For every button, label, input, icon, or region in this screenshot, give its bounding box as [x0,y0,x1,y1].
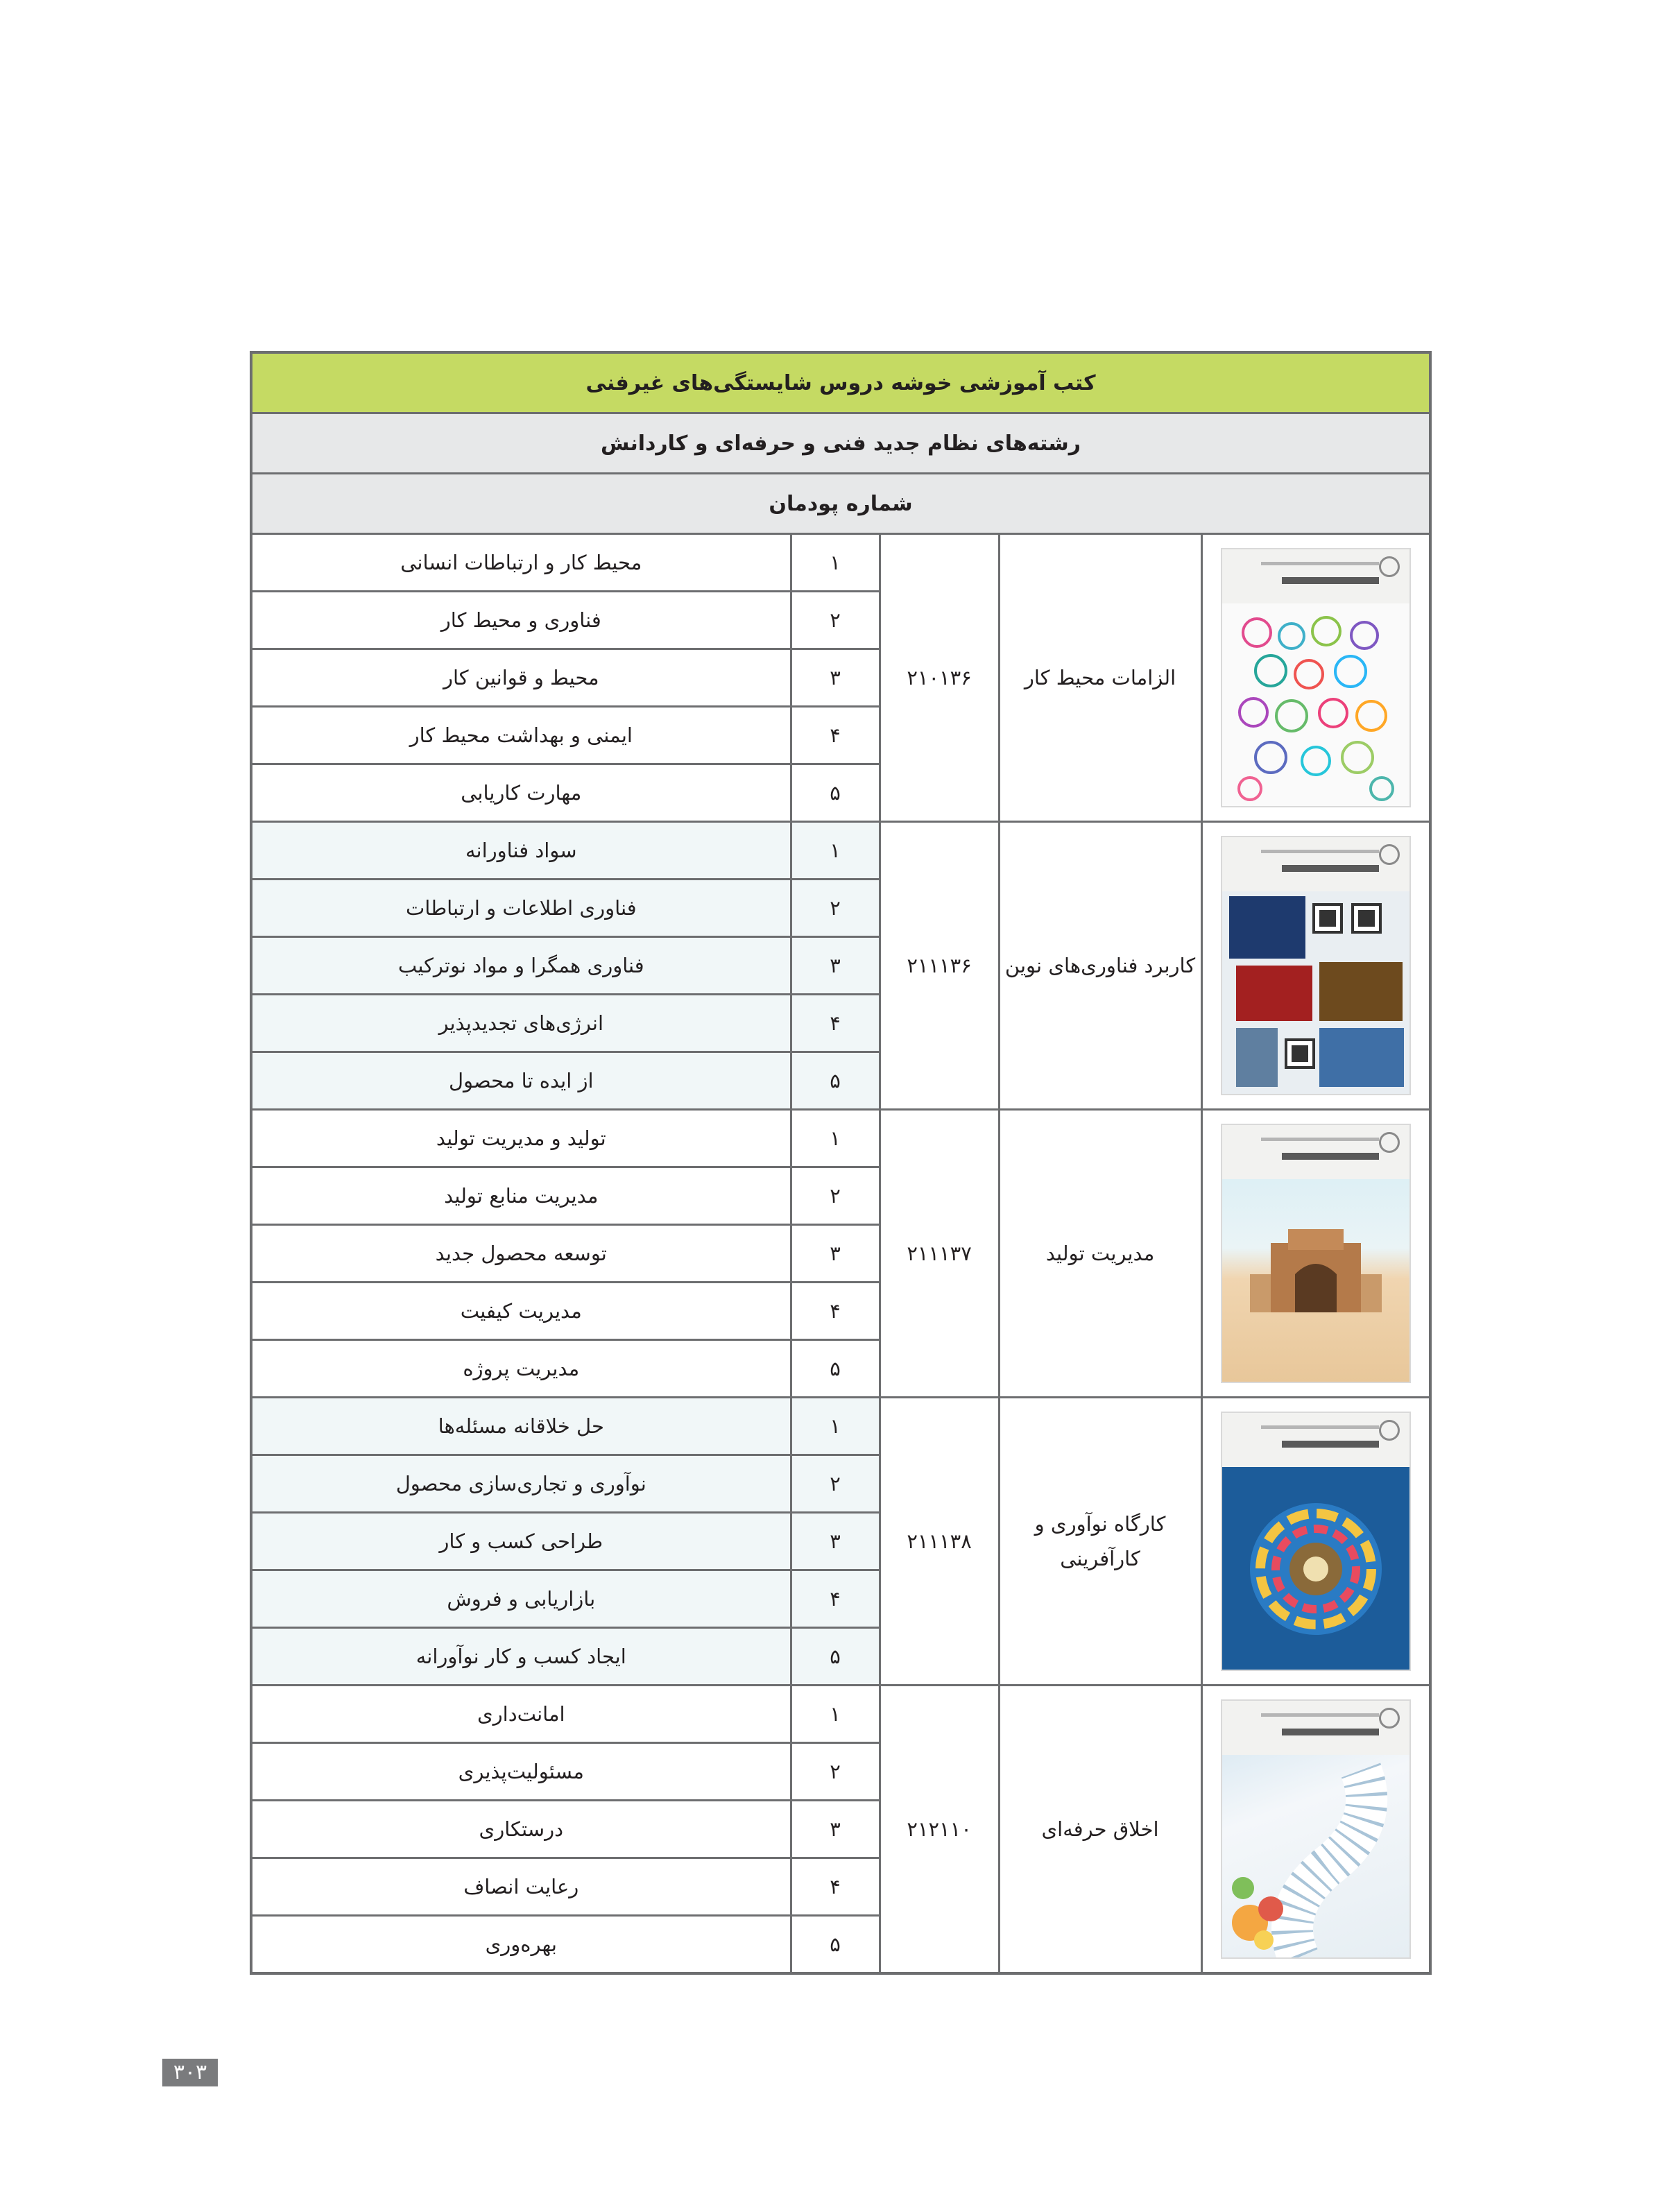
course-title: اخلاق حرفه‌ای [999,1686,1201,1974]
module-name: فناوری همگرا و مواد نوترکیب [251,937,791,995]
course-code: ۲۱۱۱۳۶ [880,822,999,1110]
module-name: درستکاری [251,1801,791,1858]
module-name: فناوری اطلاعات و ارتباطات [251,880,791,937]
module-name: امانت‌داری [251,1686,791,1743]
module-number: ۵ [791,1628,880,1686]
module-name: مدیریت کیفیت [251,1283,791,1340]
module-number: ۱ [791,1686,880,1743]
page-number: ۳۰۳ [162,2059,218,2086]
module-name: بهره‌وری [251,1916,791,1974]
module-number: ۱ [791,534,880,592]
courses-table-container [250,351,1429,1975]
module-number: ۳ [791,1801,880,1858]
book-cover-cell [1201,1398,1430,1686]
course-title: کارگاه نوآوری و کارآفرینی [999,1398,1201,1686]
module-number: ۵ [791,1340,880,1398]
course-code: ۲۱۱۱۳۷ [880,1110,999,1398]
course-title: کاربرد فناوری‌های نوین [999,822,1201,1110]
module-number: ۲ [791,880,880,937]
module-name: مسئولیت‌پذیری [251,1743,791,1801]
module-number: ۱ [791,1110,880,1167]
innovation-entrepreneurship-book-cover [1221,1412,1411,1671]
table-row [251,1686,1430,1743]
table-subtitle-row [251,413,1430,474]
technology-collage-icon [1222,837,1409,1094]
table-title-row [251,352,1430,413]
module-name: رعایت انصاف [251,1858,791,1916]
module-name: سواد فناورانه [251,822,791,880]
module-name: حل خلاقانه مسئله‌ها [251,1398,791,1455]
new-technologies-book-cover [1221,836,1411,1095]
book-cover-cell [1201,1110,1430,1398]
course-title: مدیریت تولید [999,1110,1201,1398]
stairs-to-sky-icon [1222,1701,1409,1957]
module-number: ۱ [791,822,880,880]
colorful-wheel-icon [1222,1413,1409,1670]
table-row [251,1398,1430,1455]
module-name: تولید و مدیریت تولید [251,1110,791,1167]
module-number: ۵ [791,1052,880,1110]
book-cover-cell [1201,1686,1430,1974]
book-cover-cell [1201,822,1430,1110]
module-name: از ایده تا محصول [251,1052,791,1110]
module-name: فناوری و محیط کار [251,592,791,649]
module-name: بازاریابی و فروش [251,1570,791,1628]
module-number: ۲ [791,592,880,649]
production-management-book-cover [1221,1124,1411,1383]
module-name: طراحی کسب و کار [251,1513,791,1570]
module-name: توسعه محصول جدید [251,1225,791,1283]
module-name: محیط کار و ارتباطات انسانی [251,534,791,592]
course-code: ۲۱۰۱۳۶ [880,534,999,822]
course-code: ۲۱۲۱۱۰ [880,1686,999,1974]
module-header: شماره پودمان [251,474,1430,534]
module-name: نوآوری و تجاری‌سازی محصول [251,1455,791,1513]
module-number: ۴ [791,1570,880,1628]
module-header-row [251,474,1430,534]
module-number: ۲ [791,1167,880,1225]
module-number: ۳ [791,937,880,995]
courses-table [250,351,1432,1975]
module-name: ایمنی و بهداشت محیط کار [251,707,791,764]
workplace-requirements-book-cover [1221,548,1411,807]
table-subtitle: رشته‌های نظام جدید فنی و حرفه‌ای و کاردانش [251,413,1430,474]
module-number: ۲ [791,1743,880,1801]
course-code: ۲۱۱۱۳۸ [880,1398,999,1686]
module-number: ۵ [791,764,880,822]
table-row [251,1110,1430,1167]
module-number: ۳ [791,1513,880,1570]
module-number: ۲ [791,1455,880,1513]
module-name: انرژی‌های تجدیدپذیر [251,995,791,1052]
module-number: ۵ [791,1916,880,1974]
people-illustration-icon [1222,549,1409,806]
book-cover-cell [1201,534,1430,822]
professional-ethics-book-cover [1221,1699,1411,1959]
module-number: ۳ [791,1225,880,1283]
module-name: مدیریت پروژه [251,1340,791,1398]
course-title: الزامات محیط کار [999,534,1201,822]
module-number: ۴ [791,1283,880,1340]
module-number: ۴ [791,995,880,1052]
table-row [251,822,1430,880]
module-name: محیط و قوانین کار [251,649,791,707]
module-name: مدیریت منابع تولید [251,1167,791,1225]
table-title: کتب آموزشی خوشه دروس شایستگی‌های غیرفنی [251,352,1430,413]
table-row [251,534,1430,592]
module-number: ۴ [791,707,880,764]
module-number: ۱ [791,1398,880,1455]
module-number: ۳ [791,649,880,707]
gate-building-icon [1222,1125,1409,1382]
module-number: ۴ [791,1858,880,1916]
module-name: ایجاد کسب و کار نوآورانه [251,1628,791,1686]
module-name: مهارت کاریابی [251,764,791,822]
